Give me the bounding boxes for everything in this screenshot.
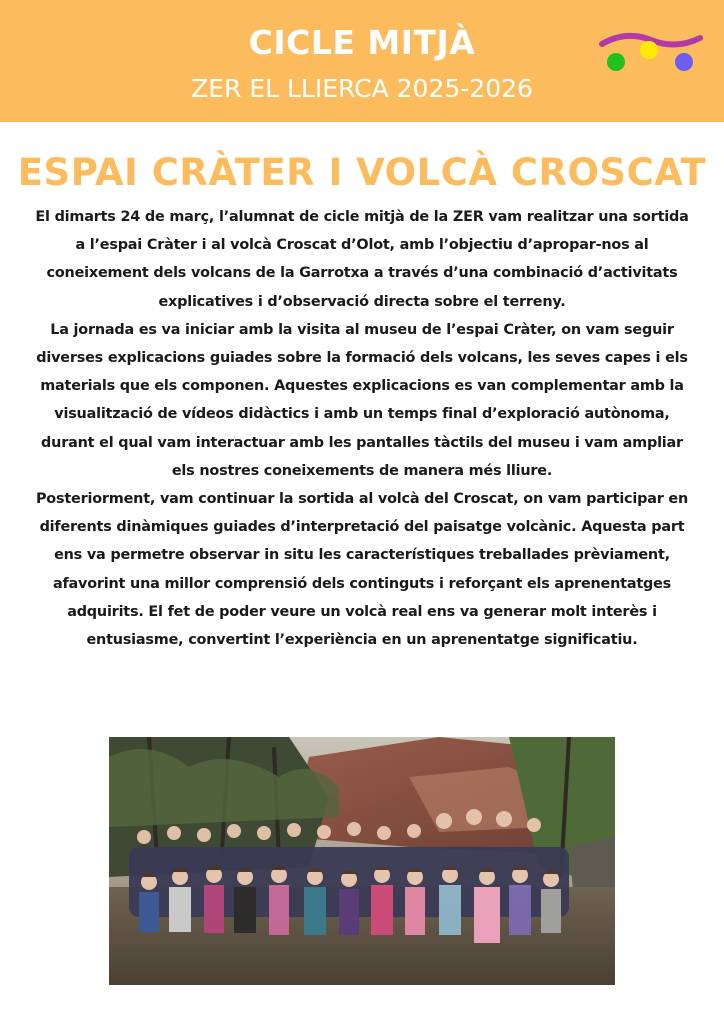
article-body [34, 203, 690, 654]
header-banner [0, 0, 724, 122]
article-paragraph: La jornada es va iniciar amb la visita al museu de l’espai Cràter, on vam seguir diverses explicacions guiades sobre la formació dels volcans, les seves capes i els materials que els componen. Aquestes explicacions es van complementar amb la visualització de vídeos didàctics i amb un temps final d’exploració autònoma, durant el qual vam interactuar amb les pantalles tàctils del museu i vam ampliar els nostres coneixements de manera més lliure. [36, 321, 688, 479]
decorative-dots-icon [596, 26, 706, 78]
group-photo-image [109, 737, 615, 985]
header-title: CICLE MITJÀ [248, 23, 476, 62]
article-title: ESPAI CRÀTER I VOLCÀ CROSCAT [17, 151, 707, 194]
article-paragraph: Posteriorment, vam continuar la sortida al volcà del Croscat, on vam participar en diferents dinàmiques guiades d’interpretació del paisatge volcànic. Aquesta part ens va permetre observar in situ les característiques treballades prèviament, afavorint una millor comprensió dels continguts i reforçant els aprenentatges adquirits. El fet de poder veure un volcà real ens va generar molt interès i entusiasme, convertint l’experiència en un aprenentatge significatiu. [35, 491, 689, 649]
header-subtitle: ZER EL LLIERCA 2025-2026 [191, 74, 533, 103]
article-paragraph: El dimarts 24 de març, l’alumnat de cicle mitjà de la ZER vam realitzar una sortida a l’espai Cràter i al volcà Croscat d’Olot, amb l’objectiu d’apropar-nos al coneixement dels volcans de la Garrotxa a través d’una combinació d’activitats explicatives i d’observació directa sobre el terreny. [35, 209, 689, 310]
